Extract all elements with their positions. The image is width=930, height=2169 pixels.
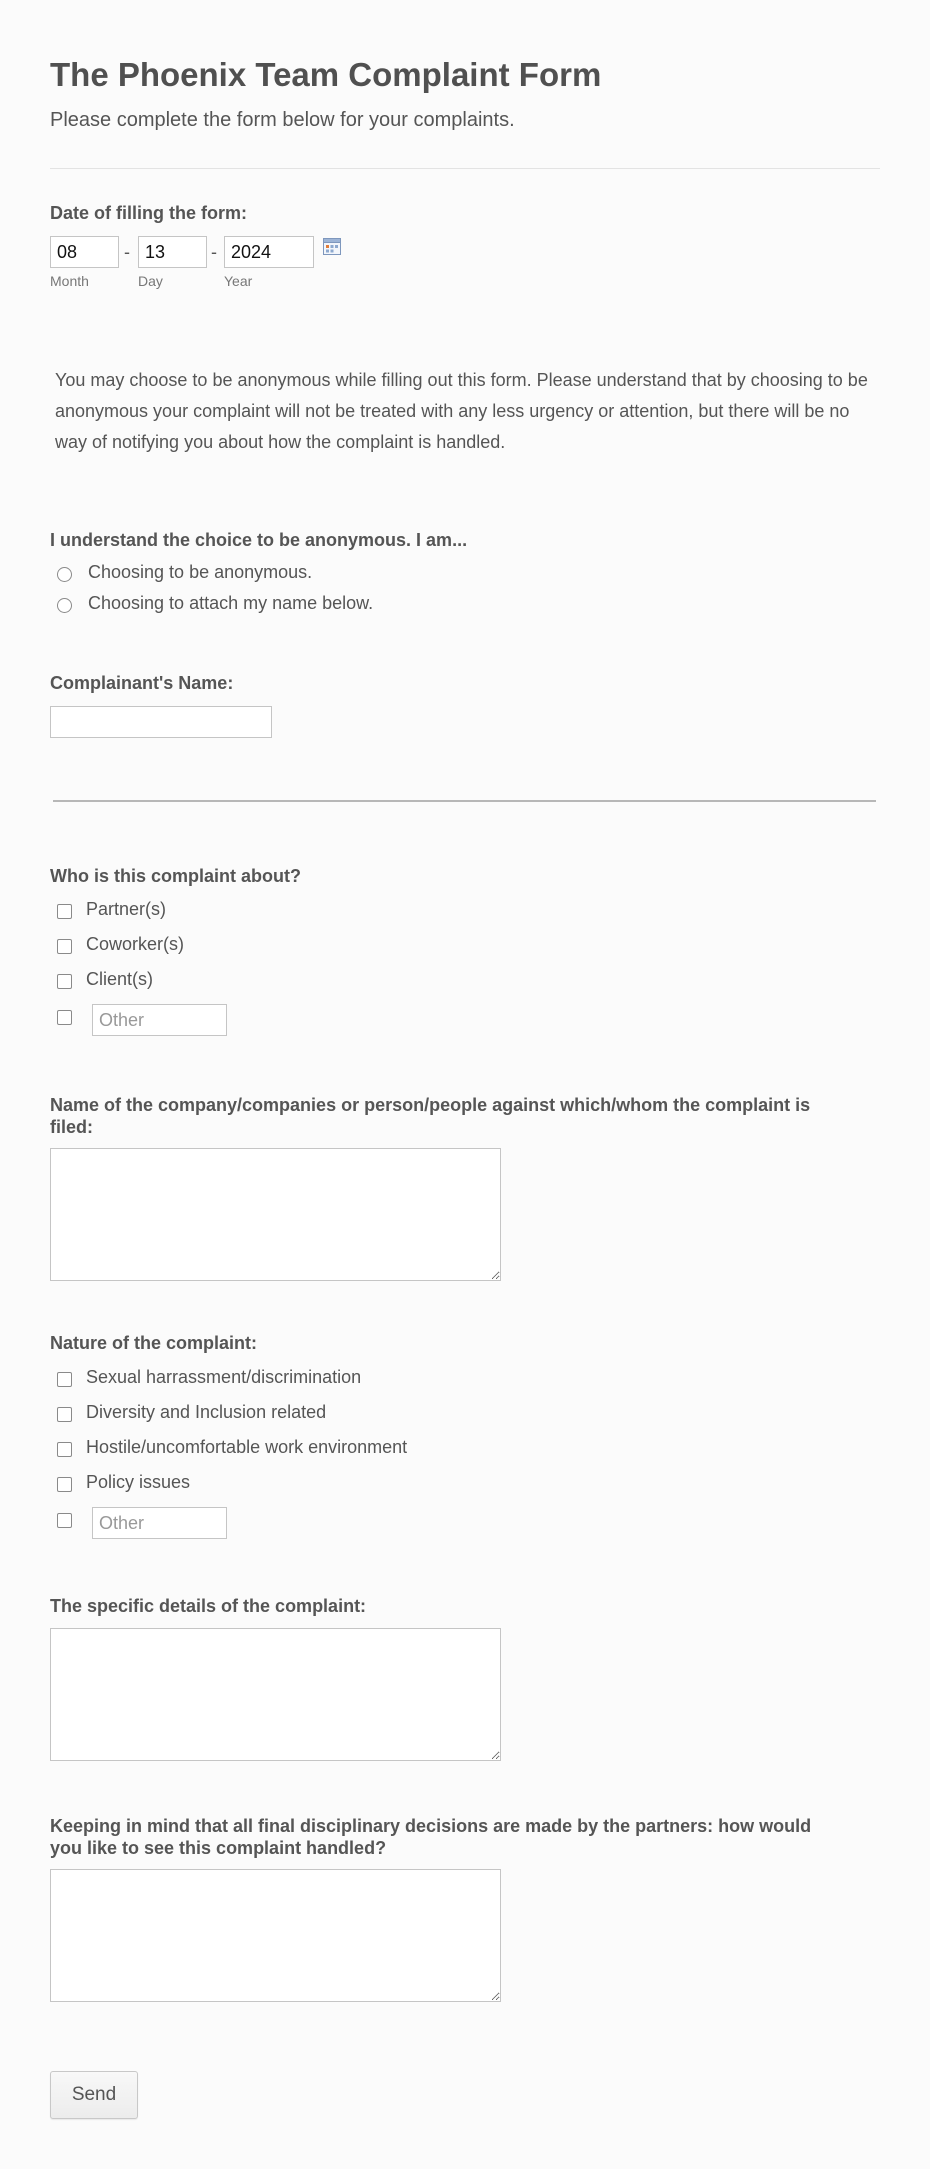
nature-label: Nature of the complaint: <box>50 1333 258 1353</box>
policy-checkbox[interactable] <box>57 1477 72 1492</box>
year-input[interactable] <box>224 236 314 268</box>
against-name-textarea[interactable] <box>50 1148 501 1281</box>
handling-label-line1: Keeping in mind that all final disciplinary decisions are made by the partners: how would <box>50 1816 812 1836</box>
date-field-label: Date of filling the form: <box>50 203 247 223</box>
attach-name-radio[interactable] <box>57 598 72 613</box>
against-name-label-line2: filed: <box>50 1117 93 1137</box>
policy-option-label[interactable]: Policy issues <box>86 1472 191 1492</box>
day-sublabel: Day <box>138 273 163 289</box>
details-textarea[interactable] <box>50 1628 501 1761</box>
details-label: The specific details of the complaint: <box>50 1596 367 1616</box>
other-nature-checkbox[interactable] <box>57 1513 72 1528</box>
complaint-about-label: Who is this complaint about? <box>50 866 301 886</box>
diversity-option-label[interactable]: Diversity and Inclusion related <box>86 1402 327 1422</box>
form-subtitle: Please complete the form below for your complaints. <box>50 109 515 131</box>
partners-option-label[interactable]: Partner(s) <box>86 899 167 919</box>
clients-checkbox[interactable] <box>57 974 72 989</box>
day-input[interactable] <box>138 236 207 268</box>
against-name-label <box>50 1094 810 1138</box>
anonymity-choice-label: I understand the choice to be anonymous. I am... <box>50 530 468 550</box>
complainant-name-label: Complainant's Name: <box>50 673 234 693</box>
hostile-env-checkbox[interactable] <box>57 1442 72 1457</box>
other-nature-input[interactable] <box>92 1507 227 1539</box>
anonymous-option-label[interactable]: Choosing to be anonymous. <box>88 562 313 582</box>
handling-label <box>50 1815 811 1859</box>
attach-name-option-label[interactable]: Choosing to attach my name below. <box>88 593 374 613</box>
calendar-icon[interactable] <box>323 237 341 255</box>
harrassment-checkbox[interactable] <box>57 1372 72 1387</box>
date-separator: - <box>211 242 217 262</box>
other-about-input[interactable] <box>92 1004 227 1036</box>
coworkers-option-label[interactable]: Coworker(s) <box>86 934 185 954</box>
handling-label-line2: you like to see this complaint handled? <box>50 1838 387 1858</box>
month-input[interactable] <box>50 236 119 268</box>
against-name-label-line1: Name of the company/companies or person/people against which/whom the complaint is <box>50 1095 811 1115</box>
anonymous-radio[interactable] <box>57 567 72 582</box>
send-button[interactable]: Send <box>50 2071 138 2119</box>
other-about-checkbox[interactable] <box>57 1010 72 1025</box>
anonymity-notice: You may choose to be anonymous while filling out this form. Please understand that by choosing to be anonymous your complaint will not be treated with any less urgency or attention, but there will be no way of notifying you about how the complaint is handled. <box>55 370 868 452</box>
header-divider <box>50 168 880 169</box>
year-sublabel: Year <box>224 273 253 289</box>
complainant-name-input[interactable] <box>50 706 272 738</box>
form-title: The Phoenix Team Complaint Form <box>50 56 602 93</box>
date-separator: - <box>124 242 130 262</box>
handling-textarea[interactable] <box>50 1869 501 2002</box>
section-divider <box>53 800 876 802</box>
month-sublabel: Month <box>50 273 89 289</box>
coworkers-checkbox[interactable] <box>57 939 72 954</box>
hostile-env-option-label[interactable]: Hostile/uncomfortable work environment <box>86 1437 408 1457</box>
diversity-checkbox[interactable] <box>57 1407 72 1422</box>
clients-option-label[interactable]: Client(s) <box>86 969 154 989</box>
harrassment-option-label[interactable]: Sexual harrassment/discrimination <box>86 1367 362 1387</box>
partners-checkbox[interactable] <box>57 904 72 919</box>
